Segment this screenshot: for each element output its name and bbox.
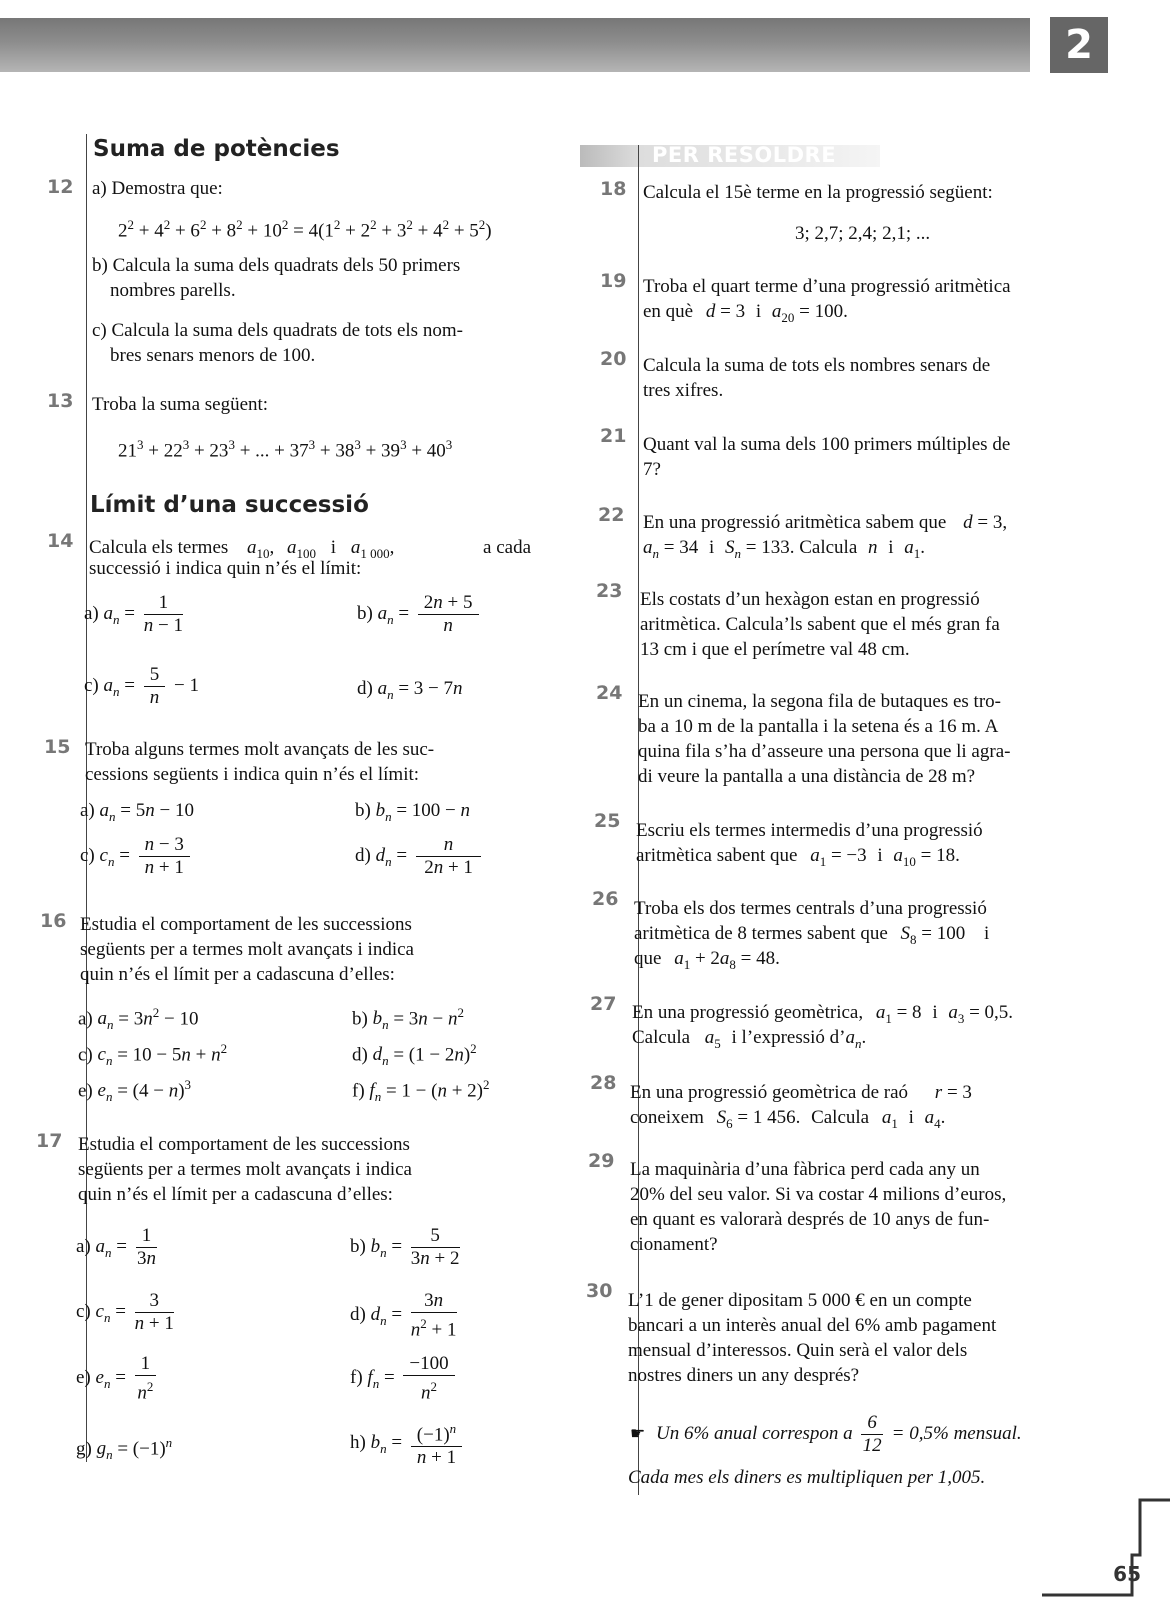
p28-text: En una progressió geomètrica de raó	[630, 1082, 909, 1103]
p26-text: aritmètica de 8 termes sabent que	[634, 923, 888, 944]
p26-l1: Troba els dos termes centrals d’una progressió	[634, 898, 987, 919]
p28-text-b: coneixem	[630, 1107, 704, 1128]
p30-l4: nostres diners un any després?	[628, 1365, 860, 1386]
p27-l2: Calcula $a_5$ i l’expressió $d’a_n$.	[632, 1027, 867, 1051]
p29-l2: 20% del seu valor. Si va costar 4 milions d’euros,	[630, 1184, 1007, 1205]
p15-a: a) $a_n = 5n - 10$	[80, 800, 194, 824]
p12-c1: c) Calcula la suma dels quadrats de tots els nom-	[92, 320, 463, 341]
problem-number-13: 13	[47, 390, 74, 412]
problem-number-25: 25	[594, 810, 621, 832]
section-title-per-resoldre: PER RESOLDRE	[652, 143, 837, 167]
p16-l2: següents per a termes molt avançats i indica	[80, 939, 414, 960]
p13-formula: $21^3 + 22^3 + 23^3$ + ... + $37^3 + 38^3 + 39^3 + 40^3$	[118, 437, 453, 462]
p12-b2: nombres parells.	[110, 280, 236, 301]
p17-a: a) $a_n$ = $\frac{1}{3n}$	[76, 1225, 156, 1269]
p14-line2: successió i indica quin n’és el límit:	[89, 558, 362, 579]
p22-text-b: Calcula	[799, 537, 858, 558]
p23-l3: 13 cm i que el perímetre val 48 cm.	[640, 639, 910, 660]
hint-text-b: = 0,5% mensual.	[891, 1422, 1022, 1444]
p21-l2: 7?	[643, 459, 661, 480]
p26-l3: que $a_1 + 2a_8 = 48$.	[634, 948, 780, 972]
problem-number-23: 23	[596, 580, 623, 602]
p14-c: c) $a_n$ = $\frac{5}{n}$ − 1	[84, 664, 199, 708]
p13-text: Troba la suma següent:	[92, 394, 269, 415]
p12-formula: $2^2 + 4^2 + 6^2 + 8^2 + 10^2 = 4(1^2 + 2^2 + 3^2 + 4^2 + 5^2)$	[118, 217, 492, 242]
hint-line2: Cada mes els diners es multipliquen per 1,005.	[628, 1467, 986, 1488]
p24-l4: di veure la pantalla a una distància de 28 m?	[638, 766, 976, 787]
problem-number-29: 29	[588, 1150, 615, 1172]
problem-number-17: 17	[36, 1130, 63, 1152]
p30-l1: L’1 de gener dipositam 5 000 € en un compte	[628, 1290, 972, 1311]
p14-a: a) $a_n$ = $\frac{1}{n - 1}$	[84, 592, 183, 636]
problem-number-14: 14	[47, 530, 74, 552]
problem-number-12: 12	[47, 176, 74, 198]
p17-l1: Estudia el comportament de les successions	[78, 1134, 410, 1155]
header-bar	[0, 18, 1030, 72]
p29-l1: La maquinària d’una fàbrica perd cada any un	[630, 1159, 980, 1180]
p29-l4: cionament?	[630, 1234, 718, 1255]
section-title-suma: Suma de potències	[93, 136, 340, 162]
p14-b: b) $a_n$ = $\frac{2n + 5}{n}$	[357, 592, 483, 637]
p16-l3: quin n’és el límit per a cadascuna d’elles:	[80, 964, 395, 985]
problem-number-20: 20	[600, 348, 627, 370]
p18-l1: Calcula el 15è terme en la progressió següent:	[643, 182, 993, 203]
p25-l2: aritmètica sabent que $a_1 = -3$ i $a_{10} = 18$.	[636, 845, 960, 869]
p16-l1: Estudia el comportament de les successions	[80, 914, 412, 935]
p22-l1: En una progressió aritmètica sabem que d = 3,	[643, 512, 1008, 533]
p16-c: c) $c_n = 10 - 5n + n^2$	[78, 1041, 228, 1069]
p14-text: Calcula els termes	[89, 537, 229, 558]
p12-a: a) Demostra que:	[92, 178, 223, 199]
p17-l3: quin n’és el límit per a cadascuna d’elles:	[78, 1184, 393, 1205]
p27-l1: En una progressió geomètrica, $a_1 = 8$ i $a_3 = 0,5$.	[632, 1002, 1014, 1026]
p17-h: h) $b_n$ = $\frac{(-1)^n}{n + 1}$	[350, 1418, 466, 1469]
p22-text: En una progressió aritmètica sabem que	[643, 512, 947, 533]
p17-c: c) $c_n$ = $\frac{3}{n + 1}$	[76, 1290, 174, 1334]
p15-d: d) $d_n$ = $\frac{n}{2n + 1}$	[355, 834, 485, 879]
p30-l2: bancari a un interès anual del 6% amb pagament	[628, 1315, 997, 1336]
hint-line1: ☛ Un 6% anual correspon a $\frac{6}{12}$ = 0,5% mensual.	[630, 1412, 1022, 1456]
p16-b: b) $b_n = 3n - n^2$	[352, 1005, 465, 1033]
p20-l2: tres xifres.	[643, 380, 724, 401]
pointing-hand-icon: ☛	[630, 1423, 646, 1443]
chapter-number: 2	[1050, 17, 1108, 73]
p24-l3: quina fila s’ha d’asseure una persona que li agra-	[638, 741, 1011, 762]
p28-l2: coneixem $S_6 = 1$ 456. Calcula $a_1$ i $a_4$.	[630, 1107, 946, 1131]
p14-text-b: a cada	[483, 537, 531, 558]
problem-number-28: 28	[590, 1072, 617, 1094]
p26-l2: aritmètica de 8 termes sabent que $S_8 = 100$ i	[634, 923, 990, 947]
p26-text-b: que	[634, 948, 662, 969]
p27-text: En una progressió geomètrica,	[632, 1002, 864, 1023]
page-number: 65	[1113, 1562, 1141, 1586]
problem-number-19: 19	[600, 270, 627, 292]
p24-l2: ba a 10 m de la pantalla i la setena és a 16 m. A	[638, 716, 999, 737]
p16-a: a) $a_n = 3n^2 - 10$	[78, 1005, 199, 1033]
p19-l2: en què d = 3 i $a_{20} = 100$.	[643, 301, 848, 325]
p20-l1: Calcula la suma de tots els nombres senars de	[643, 355, 991, 376]
p15-b: b) $b_n = 100 - n$	[355, 800, 471, 824]
p27-text-b: Calcula	[632, 1027, 691, 1048]
p25-l1: Escriu els termes intermedis d’una progressió	[636, 820, 983, 841]
p22-l2: $a_n = 34$ i $S_n = 133$. Calcula n i $a_1$.	[643, 537, 926, 561]
problem-number-16: 16	[40, 910, 67, 932]
p15-l1: Troba alguns termes molt avançats de les suc-	[85, 739, 435, 760]
p14-d: d) $a_n = 3 - 7n$	[357, 678, 463, 702]
problem-number-26: 26	[592, 888, 619, 910]
p16-d: d) $d_n = (1 - 2n)^2$	[352, 1041, 477, 1069]
p15-l2: cessions següents i indica quin n’és el límit:	[85, 764, 420, 785]
problem-number-15: 15	[44, 736, 71, 758]
p25-text: aritmètica sabent que	[636, 845, 798, 866]
problem-number-21: 21	[600, 425, 627, 447]
p12-c2: bres senars menors de 100.	[110, 345, 316, 366]
p17-f: f) $f_n$ = $\frac{-100}{n^2}$	[350, 1353, 459, 1404]
p30-l3: mensual d’interessos. Quin serà el valor dels	[628, 1340, 968, 1361]
p17-e: e) $e_n$ = $\frac{1}{n^2}$	[76, 1353, 160, 1404]
p17-d: d) $d_n$ = $\frac{3n}{n^2 + 1}$	[350, 1290, 457, 1341]
hint-text: Un 6% anual correspon a	[656, 1422, 853, 1444]
p23-l1: Els costats d’un hexàgon estan en progressió	[640, 589, 980, 610]
page-corner-mark	[1040, 1495, 1171, 1601]
p17-g: g) $g_n = (-1)^n$	[76, 1435, 173, 1463]
p15-c: c) $c_n$ = $\frac{n - 3}{n + 1}$	[80, 834, 194, 879]
p17-b: b) $b_n$ = $\frac{5}{3n + 2}$	[350, 1225, 460, 1269]
p19-l1: Troba el quart terme d’una progressió aritmètica	[643, 276, 1011, 297]
p21-l1: Quant val la suma dels 100 primers múltiples de	[643, 434, 1011, 455]
p14-line1: Calcula els termes $a_{10}$, $a_{100}$ i $a_{1 000}$, a cada	[89, 537, 531, 561]
problem-number-24: 24	[596, 682, 623, 704]
problem-number-27: 27	[590, 993, 617, 1015]
problem-number-22: 22	[598, 504, 625, 526]
p29-l3: en quant es valorarà després de 10 anys de fun-	[630, 1209, 990, 1230]
p24-l1: En un cinema, la segona fila de butaques es tro-	[638, 691, 1001, 712]
problem-number-30: 30	[586, 1280, 613, 1302]
p17-l2: següents per a termes molt avançats i indica	[78, 1159, 412, 1180]
section-title-limit: Límit d’una successió	[90, 492, 369, 518]
p16-f: f) $f_n = 1 - (n + 2)^2$	[352, 1077, 490, 1105]
p19-text: en què	[643, 301, 694, 322]
p12-b1: b) Calcula la suma dels quadrats dels 50 primers	[92, 255, 461, 276]
p18-sequence: 3; 2,7; 2,4; 2,1; ...	[795, 223, 931, 244]
p16-e: e) $e_n = (4 - n)^3$	[78, 1077, 192, 1105]
p23-l2: aritmètica. Calcula’ls sabent que el més gran fa	[640, 614, 1000, 635]
problem-number-18: 18	[600, 178, 627, 200]
p28-l1: En una progressió geomètrica de raó r = 3	[630, 1082, 972, 1103]
